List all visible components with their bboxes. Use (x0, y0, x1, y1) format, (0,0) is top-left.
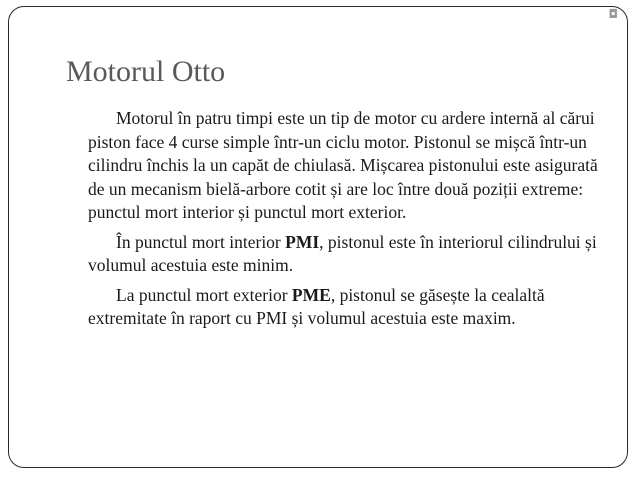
corner-ornament-icon: ◘ (608, 7, 618, 21)
paragraph-pmi (88, 231, 598, 278)
pmi-term: PMI (285, 231, 320, 252)
paragraph-pme-text-start: La punctul mort exterior (116, 284, 292, 305)
paragraph-intro (88, 107, 598, 225)
slide-title: Motorul Otto (66, 55, 226, 88)
paragraph-pmi-text-start: În punctul mort interior (116, 231, 286, 252)
paragraph-intro-text: Motorul în patru timpi este un tip de motor cu ardere internă al cărui piston face 4 curse simple într-un ciclu motor. Pistonul se mișcă într-un cilindru închis la un capăt de chiulasă. Mișcarea pistonului este asigurată de un mecanism bielă-arbore cotit și are loc între două poziții extreme: punctul mort interior și punctul mort exterior. (88, 108, 598, 222)
slide-body (88, 107, 598, 337)
paragraph-pme-text-end: , pistonul se găsește la cealaltă extremitate în raport cu PMI și volumul acestuia este maxim. (88, 284, 545, 328)
paragraph-pme (88, 284, 598, 331)
paragraph-pmi-text-end: , pistonul este în interiorul cilindrului și volumul acestuia este minim. (88, 231, 597, 275)
pme-term: PME (291, 284, 331, 305)
